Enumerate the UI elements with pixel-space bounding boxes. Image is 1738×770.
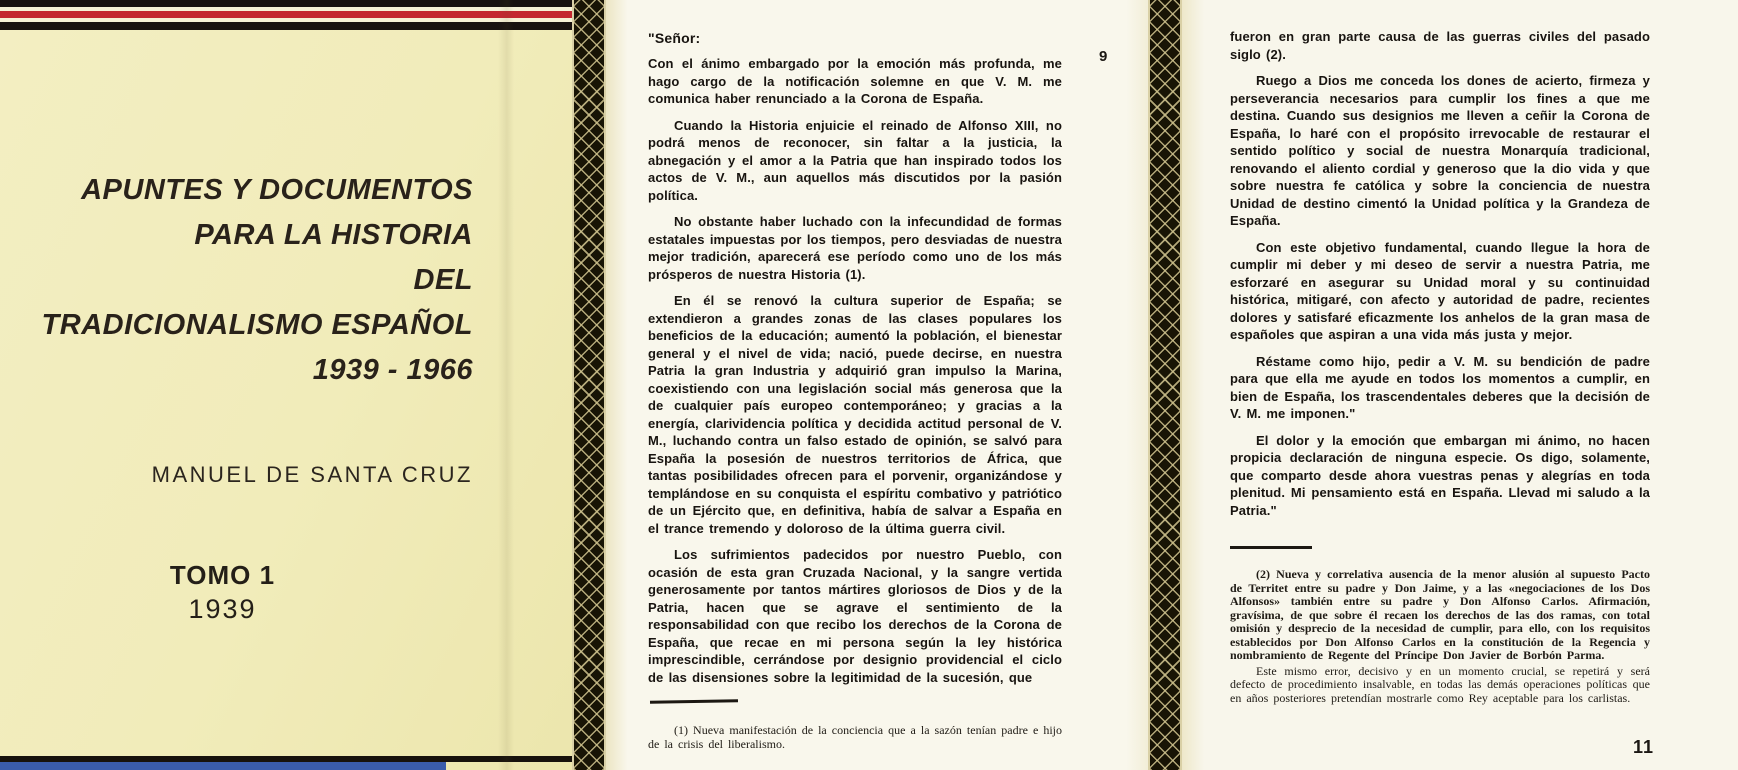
footnote <box>648 724 1062 751</box>
cover-title <box>42 168 473 393</box>
footnote-rule <box>650 699 738 704</box>
right-page-text <box>1230 28 1650 528</box>
paragraph: fueron en gran parte causa de las guerras civiles del pasado siglo (2). <box>1230 29 1650 62</box>
footnote-rule <box>1230 546 1312 549</box>
right-page <box>1182 0 1738 770</box>
page-number-9: 9 <box>1099 48 1108 65</box>
cover-volume-block <box>160 560 285 625</box>
footnotes <box>1230 568 1650 705</box>
paragraph: No obstante haber luchado con la infecundidad de formas estatales impuestas por los tiempos, pero desviadas de nuestra mejor tradición, aparecerá ese período como uno de los más prósperos de nuestra Historia (1). <box>648 214 1062 282</box>
cover-title-line: 1939 - 1966 <box>312 354 473 386</box>
cover-title-line: PARA LA HISTORIA <box>194 219 473 251</box>
footnote-text: (1) Nueva manifestación de la conciencia que a la sazón tenían padre e hijo de la crisis del liberalismo. <box>648 723 1062 751</box>
paragraph: Cuando la Historia enjuicie el reinado de Alfonso XIII, no podrá menos de reconocer, sin faltar a la justicia, la abnegación y el amor a la Patria que han inspirado todos los actos de V. M., aun aquellos más discutidos por la pasión política. <box>648 117 1062 203</box>
footnote-text: Este mismo error, decisivo y en un momento crucial, se repetirá y será defecto de procedimiento insalvable, en todas las demás operaciones políticas que en años posteriores pretendían mostrarle como Rey aceptable para los carlistas. <box>1230 663 1650 705</box>
cover-stripe-red <box>0 11 572 18</box>
footnote-text: (2) Nueva y correlativa ausencia de la menor alusión al supuesto Pacto de Territet entre su padre y Don Jaime, y a las «negociaciones de los Dos Alfonsos» también entre su padre y Don Alfonso Carlos. Afirmación, gravísima, de que sobre él recaen los derechos de las dos ramas, con total omisión y desprecio de la necesidad de cumplir, para ello, con los requisitos establecidos por Don Alfonso Carlos en la constitución de la Regencia y nombramiento de Regente del Príncipe Don Javier de Borbón Parma. <box>1230 567 1650 662</box>
left-page <box>606 0 1148 770</box>
cover-title-line: DEL <box>413 264 473 296</box>
paragraph: El dolor y la emoción que embargan mi ánimo, no hacen propicia declaración de ninguna especie. Os digo, solamente, que comparto desde ahora vuestras penas y alegrías en toda plenitud. Mi pensamiento está en España. Llevad mi saludo a la Patria." <box>1230 432 1650 518</box>
paragraph: Con el ánimo embargado por la emoción más profunda, me hago cargo de la notificación solemne en que V. M. me comunica haber renunciado a la Corona de España. <box>648 56 1062 106</box>
cover-stripe-black-bottom <box>0 22 572 30</box>
cover-title-line: TRADICIONALISMO ESPAÑOL <box>41 309 473 341</box>
cover-volume: TOMO 1 <box>169 560 276 590</box>
cover-stripe-black-top <box>0 0 572 7</box>
book-cover <box>0 0 572 770</box>
cover-author: MANUEL DE SANTA CRUZ <box>151 462 473 487</box>
cover-bottom-blue-band <box>0 762 446 770</box>
binding-border-right <box>1148 0 1182 770</box>
paragraph: Con este objetivo fundamental, cuando llegue la hora de cumplir mi deber y mi deseo de servir a nuestra Patria, me esforzaré en asegurar su Unidad moral y su continuidad histórica, mitigaré, con afecto y autoridad de padre, recientes dolores y satisfaré eficazmente los anhelos de la gran masa de españoles que aspiran a una vida más justa y mejor. <box>1230 239 1650 342</box>
paragraph: Réstame como hijo, pedir a V. M. su bendición de padre para que ella me ayude en todos los momentos a cumplir, en bien de España, los trascendentales deberes que la decisión de V. M. me imponen." <box>1230 353 1650 421</box>
paragraph: Los sufrimientos padecidos por nuestro Pueblo, con ocasión de esta gran Cruzada Nacional, y la sangre vertida generosamente por tantos mártires gloriosos de Dios y de la Patria, hacen que se agrave el sentimiento de la responsabilidad con que recibo los derechos de la Corona de España, que recae en mi persona según la ley histórica imprescindible, cerrándose por designio providencial el ciclo de las disensiones sobre la legitimidad de la sucesión, que <box>648 547 1062 685</box>
left-page-text <box>648 30 1062 695</box>
binding-border-left <box>572 0 606 770</box>
salutation: "Señor: <box>648 30 701 46</box>
paragraph: En él se renovó la cultura superior de España; se extendieron a grandes zonas de las clases populares los beneficios de la educación; aumentó la población, el bienestar general y el nivel de vida; nació, puede decirse, en nuestra Patria la gran Industria y adquirió gran impulso la Marina, coexistiendo con una legislación social más generosa que la de cualquier país europeo contemporáneo; y gracias a la energía, clarividencia política y decidida actitud personal de V. M., luchando contra un falso estado de opinión, se salvó para España la posesión de nuestros territorios de África, que tantas posibilidades ofrecen para el porvenir, organizándose y templándose en su conquista el espíritu combativo y patriótico de un Ejército que, en definitiva, había de salvar a España en el trance tremendo y doloroso de la última guerra civil. <box>648 293 1062 536</box>
cover-title-line: APUNTES Y DOCUMENTOS <box>81 174 473 206</box>
page-number-11: 11 <box>1633 737 1655 757</box>
cover-year: 1939 <box>188 594 257 624</box>
paragraph: Ruego a Dios me conceda los dones de acierto, firmeza y perseverancia necesarios para cumplir los fines a que me destina. Cuando sus designios me lleven a ceñir la Corona de España, lo haré con el propósito irrevocable de restaurar el sentido político y social de nuestra Monarquía tradicional, renovando el aliento cordial y generoso que la dio vida y que sobre nuestra fe católica y sobre la conciencia de nuestra Unidad de destino cimentó la Unidad política y la Grandeza de España. <box>1230 73 1650 228</box>
